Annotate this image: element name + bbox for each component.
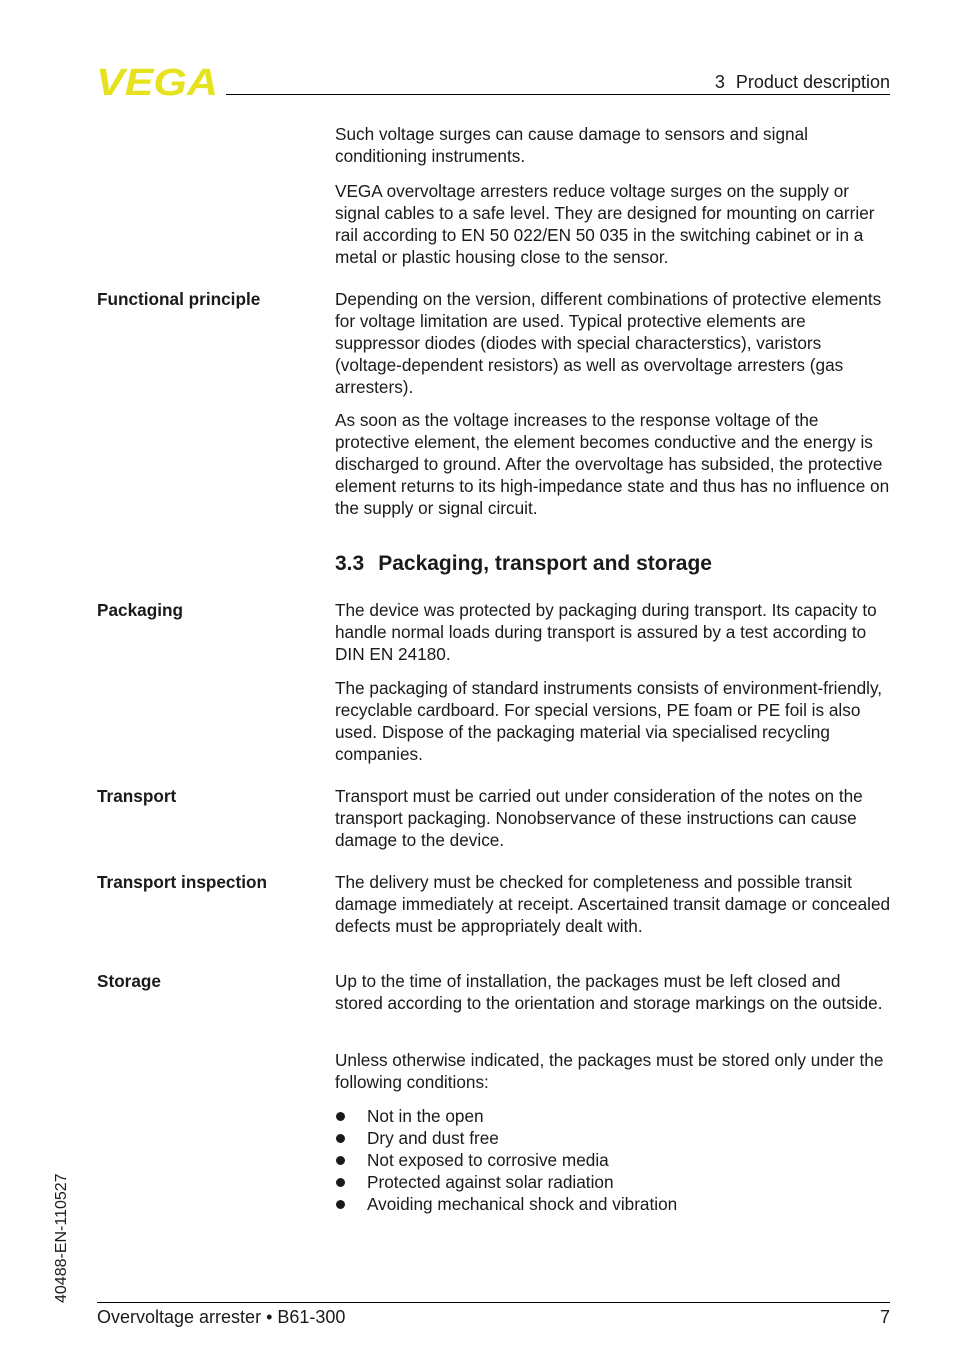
document-code: 40488-EN-110527 <box>53 1173 70 1303</box>
svg-text:VEGA: VEGA <box>96 64 218 98</box>
footer-product: Overvoltage arrester • B61-300 <box>97 1307 346 1327</box>
list-item: Not in the open <box>335 1105 677 1127</box>
intro-paragraph-2: VEGA overvoltage arresters reduce voltage surges on the supply or signal cables to a safe level. They are designed for mounting on carrier rail according to EN 50 022/EN 50 035 in the switching cabinet or in a metal or plastic housing close to the sensor. <box>335 181 875 267</box>
bullet-icon <box>336 1156 345 1165</box>
list-item: Avoiding mechanical shock and vibration <box>335 1193 677 1215</box>
transport-inspection-paragraph: The delivery must be checked for completeness and possible transit damage immediately at receipt. Ascertained transit damage or concealed defects must be appropriately dealt with. <box>335 872 891 936</box>
section-number: 3.3 <box>335 552 365 575</box>
functional-paragraph-2: As soon as the voltage increases to the response voltage of the protective element, the element becomes conductive and the energy is discharged to ground. After the overvoltage has subsided, the protective element returns to its high-impedance state and thus has no influence on the supply or signal circuit. <box>335 410 890 518</box>
footer-rule <box>97 1302 890 1303</box>
transport-label: Transport <box>97 786 177 806</box>
packaging-label: Packaging <box>97 600 183 620</box>
vega-logo <box>96 64 220 98</box>
chapter-title: Product description <box>735 72 890 92</box>
list-item: Not exposed to corrosive media <box>335 1149 677 1171</box>
storage-paragraph-2: Unless otherwise indicated, the packages must be stored only under the following conditions: <box>335 1050 884 1092</box>
packaging-paragraph-2: The packaging of standard instruments consists of environment-friendly, recyclable cardboard. For special versions, PE foam or PE foil is also used. Dispose of the packaging material via specialised recycling companies. <box>335 678 883 764</box>
transport-paragraph: Transport must be carried out under consideration of the notes on the transport packaging. Nonobservance of these instructions can cause damage to the device. <box>335 786 863 850</box>
storage-paragraph-1: Up to the time of installation, the packages must be left closed and stored according to the orientation and storage markings on the outside. <box>335 971 883 1013</box>
section-title: Packaging, transport and storage <box>378 552 712 575</box>
intro-paragraph-1: Such voltage surges can cause damage to sensors and signal conditioning instruments. <box>335 124 808 166</box>
functional-principle-label: Functional principle <box>97 289 261 309</box>
list-item: Protected against solar radiation <box>335 1171 677 1193</box>
bullet-icon <box>336 1200 345 1209</box>
running-header <box>715 71 890 93</box>
chapter-number: 3 <box>714 72 725 92</box>
functional-paragraph-1: Depending on the version, different combinations of protective elements for voltage limitation are used. Typical protective elements are suppressor diodes (diodes with special characterstics), varistors (voltage-dependent resistors) as well as overvoltage arresters (gas arresters). <box>335 289 882 397</box>
transport-inspection-label: Transport inspection <box>97 872 267 892</box>
packaging-paragraph-1: The device was protected by packaging during transport. Its capacity to handle normal loads during transport is assured by a test according to DIN EN 24180. <box>335 600 877 664</box>
bullet-icon <box>336 1134 345 1143</box>
header-rule <box>226 94 890 95</box>
storage-conditions-list <box>335 1105 677 1215</box>
section-heading <box>335 550 712 578</box>
bullet-icon <box>336 1178 345 1187</box>
list-item: Dry and dust free <box>335 1127 677 1149</box>
storage-label: Storage <box>97 971 161 991</box>
page-number: 7 <box>879 1307 890 1327</box>
bullet-icon <box>336 1112 345 1121</box>
